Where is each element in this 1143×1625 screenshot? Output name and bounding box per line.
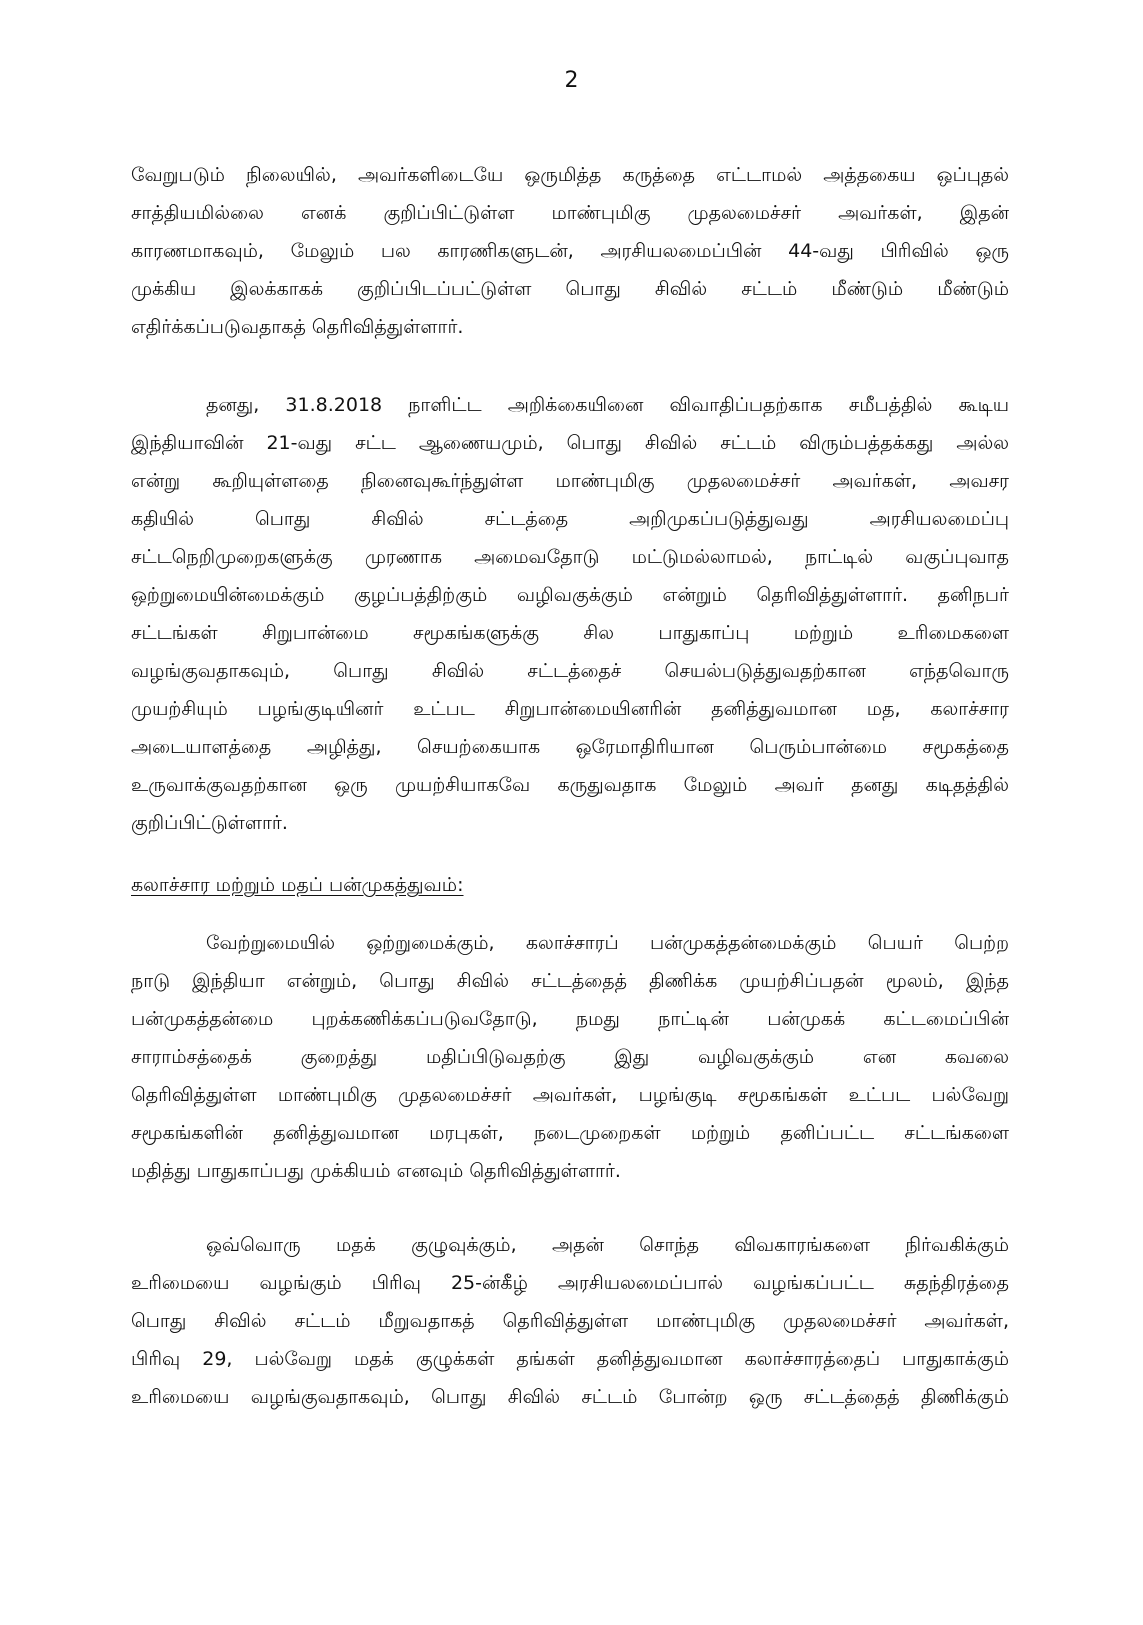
paragraph-line: குறிப்பிட்டுள்ளார். [131,812,288,834]
paragraph-line: உரிமையை வழங்குவதாகவும், பொது சிவில் சட்டம் போன்ற ஒரு சட்டத்தைத் திணிக்கும் [131,1386,1009,1408]
paragraph-line: தனது, 31.8.2018 நாளிட்ட அறிக்கையினை விவாதிப்பதற்காக சமீபத்தில் கூடிய [206,394,1009,416]
section-heading-wrap [131,866,1009,904]
paragraph-line: உரிமையை வழங்கும் பிரிவு 25-ன்கீழ் அரசியலமைப்பால் வழங்கப்பட்ட சுதந்திரத்தை [131,1272,1009,1294]
paragraph-line: சாத்தியமில்லை எனக் குறிப்பிட்டுள்ள மாண்புமிகு முதலமைச்சர் அவர்கள், இதன் [131,202,1009,224]
paragraph-3 [131,924,1009,1190]
paragraph-line: வேற்றுமையில் ஒற்றுமைக்கும், கலாச்சாரப் பன்முகத்தன்மைக்கும் பெயர் பெற்ற [206,932,1009,954]
paragraph-line: ஒவ்வொரு மதக் குழுவுக்கும், அதன் சொந்த விவகாரங்களை நிர்வகிக்கும் [206,1234,1009,1256]
section-heading: கலாச்சார மற்றும் மதப் பன்முகத்துவம்: [131,874,464,896]
page-number: 2 [564,68,579,93]
paragraph-line: வழங்குவதாகவும், பொது சிவில் சட்டத்தைச் செயல்படுத்துவதற்கான எந்தவொரு [131,660,1009,682]
paragraph-line: நாடு இந்தியா என்றும், பொது சிவில் சட்டத்தைத் திணிக்க முயற்சிப்பதன் மூலம், இந்த [131,970,1009,992]
paragraph-line: காரணமாகவும், மேலும் பல காரணிகளுடன், அரசியலமைப்பின் 44-வது பிரிவில் ஒரு [131,240,1009,262]
paragraph-4 [131,1226,1009,1416]
paragraph-line: வேறுபடும் நிலையில், அவர்களிடையே ஒருமித்த கருத்தை எட்டாமல் அத்தகைய ஒப்புதல் [131,164,1009,186]
paragraph-line: பொது சிவில் சட்டம் மீறுவதாகத் தெரிவித்துள்ள மாண்புமிகு முதலமைச்சர் அவர்கள், [131,1310,1009,1332]
paragraph-line: முக்கிய இலக்காகக் குறிப்பிடப்பட்டுள்ள பொது சிவில் சட்டம் மீண்டும் மீண்டும் [131,278,1009,300]
paragraph-line: அடையாளத்தை அழித்து, செயற்கையாக ஒரேமாதிரியான பெரும்பான்மை சமூகத்தை [131,736,1009,758]
paragraph-line: சமூகங்களின் தனித்துவமான மரபுகள், நடைமுறைகள் மற்றும் தனிப்பட்ட சட்டங்களை [131,1122,1009,1144]
paragraph-1 [131,156,1009,346]
paragraph-line: பிரிவு 29, பல்வேறு மதக் குழுக்கள் தங்கள் தனித்துவமான கலாச்சாரத்தைப் பாதுகாக்கும் [131,1348,1009,1370]
paragraph-line: ஒற்றுமையின்மைக்கும் குழப்பத்திற்கும் வழிவகுக்கும் என்றும் தெரிவித்துள்ளார். தனிநபர் [131,584,1009,606]
paragraph-line: இந்தியாவின் 21-வது சட்ட ஆணையமும், பொது சிவில் சட்டம் விரும்பத்தக்கது அல்ல [131,432,1009,454]
paragraph-line: சட்டநெறிமுறைகளுக்கு முரணாக அமைவதோடு மட்டுமல்லாமல், நாட்டில் வகுப்புவாத [131,546,1009,568]
paragraph-line: சட்டங்கள் சிறுபான்மை சமூகங்களுக்கு சில பாதுகாப்பு மற்றும் உரிமைகளை [131,622,1009,644]
paragraph-line: என்று கூறியுள்ளதை நினைவுகூர்ந்துள்ள மாண்புமிகு முதலமைச்சர் அவர்கள், அவசர [131,470,1009,492]
paragraph-2 [131,386,1009,842]
paragraph-line: தெரிவித்துள்ள மாண்புமிகு முதலமைச்சர் அவர்கள், பழங்குடி சமூகங்கள் உட்பட பல்வேறு [131,1084,1009,1106]
paragraph-line: உருவாக்குவதற்கான ஒரு முயற்சியாகவே கருதுவதாக மேலும் அவர் தனது கடிதத்தில் [131,774,1009,796]
paragraph-line: முயற்சியும் பழங்குடியினர் உட்பட சிறுபான்மையினரின் தனித்துவமான மத, கலாச்சார [131,698,1009,720]
paragraph-line: மதித்து பாதுகாப்பது முக்கியம் எனவும் தெரிவித்துள்ளார். [131,1160,621,1182]
paragraph-line: எதிர்க்கப்படுவதாகத் தெரிவித்துள்ளார். [131,316,464,338]
paragraph-line: சாராம்சத்தைக் குறைத்து மதிப்பிடுவதற்கு இது வழிவகுக்கும் என கவலை [131,1046,1009,1068]
paragraph-line: கதியில் பொது சிவில் சட்டத்தை அறிமுகப்படுத்துவது அரசியலமைப்பு [131,508,1009,530]
paragraph-line: பன்முகத்தன்மை புறக்கணிக்கப்படுவதோடு, நமது நாட்டின் பன்முகக் கட்டமைப்பின் [131,1008,1009,1030]
